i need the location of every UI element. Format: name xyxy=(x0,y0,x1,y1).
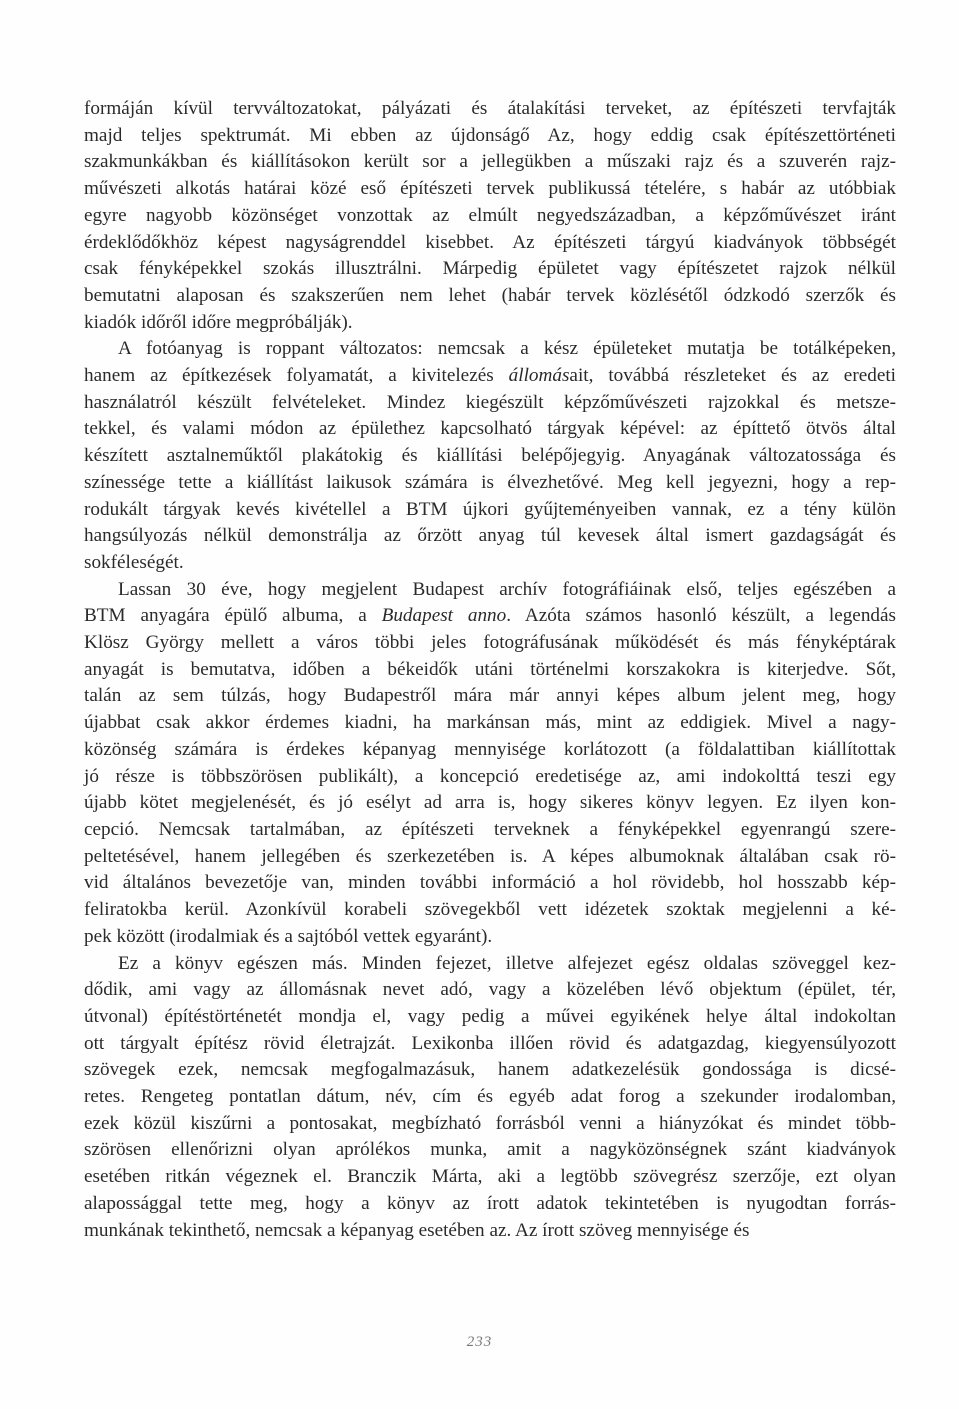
text-line: Ez a könyv egészen más. Minden fejezet, illetve alfejezet egész oldalas szöveggel kez- xyxy=(118,952,896,974)
text-line: szakmunkákban és kiállításokon került sor a jellegükben a műszaki rajz és a szuverén rajz- xyxy=(84,151,896,173)
text-line: rodukált tárgyak kevés kivétellel a BTM újkori gyűjteményeiben vannak, ez a tény külön xyxy=(84,498,896,520)
text-line: ott tárgyalt építész rövid életrajzát. Lexikonba illően rövid és adatgazdag, kiegyensúlyozott xyxy=(84,1032,896,1054)
text-line: szörösen ellenőrizni olyan aprólékos munka, amit a nagyközönségnek szánt kiadványok xyxy=(84,1139,896,1161)
text-line: peltetésével, hanem jellegében és szerkezetében is. A képes albumoknak általában csak rö- xyxy=(84,845,896,867)
text-line: pek között (irodalmiak és a sajtóból vettek egyaránt). xyxy=(84,925,493,947)
text-line: jó része is többszörösen publikált), a koncepció eredetisége az, ami indokolttá teszi egy xyxy=(84,765,896,787)
text-line: ezek közül kiszűrni a pontosakat, megbízható forrásból venni a hiányzókat és mindet több- xyxy=(84,1112,896,1134)
text-line: retes. Rengeteg pontatlan dátum, név, cím és egyéb adat forog a szekunder irodalomban, xyxy=(84,1086,896,1108)
text-line: készített asztalneműktől plakátokig és kiállítási belépőjegyig. Anyagának változatossága és xyxy=(84,445,896,467)
text-line: sokféleségét. xyxy=(84,551,184,573)
text-line: BTM anyagára épülő albuma, a Budapest anno. Azóta számos hasonló készült, a legendás xyxy=(84,605,896,627)
text-line: útvonal) építéstörténetét mondja el, vagy pedig a művei egyikének helye által indokoltan xyxy=(84,1005,896,1027)
text-line: hanem az építkezések folyamatát, a kivitelezés állomásait, továbbá részleteket és az eredeti xyxy=(84,365,897,387)
text-line: színessége tette a kiállítást laikusok számára is élvezhetővé. Meg kell jegyezni, hogy a rep- xyxy=(84,471,896,493)
paragraph xyxy=(84,577,896,951)
text-line: cepció. Nemcsak tartalmában, az építészeti terveknek a fényképekkel egyenrangú szere- xyxy=(84,818,896,840)
text-line: szövegek ezek, nemcsak megfogalmazásuk, hanem adatkezelésük gondossága is dicsé- xyxy=(84,1059,896,1081)
text-line: A fotóanyag is roppant változatos: nemcsak a kész épületeket mutatja be totálképeken, xyxy=(118,338,896,360)
text-line: hangsúlyozás nélkül demonstrálja az őrzött anyag túl kevesek által ismert gazdagságát és xyxy=(84,525,896,547)
text-line: vid általános bevezetője van, minden további információ a hol rövidebb, hol hosszabb kép- xyxy=(84,872,896,894)
text-line: munkának tekinthető, nemcsak a képanyag esetében az. Az írott szöveg mennyisége és xyxy=(84,1219,750,1241)
text-line: formáján kívül tervváltozatokat, pályázati és átalakítási terveket, az építészeti tervfajták xyxy=(84,98,896,119)
text-line: újabb kötet megjelenését, és jó esélyt ad arra is, hogy sikeres könyv legyen. Ez ilyen kon- xyxy=(84,792,896,814)
text-line: majd teljes spektrumát. Mi ebben az újdonságő Az, hogy eddig csak építészettörténeti xyxy=(84,124,896,146)
text-line: dődik, ami vagy az állomásnak nevet adó, vagy a közelében lévő objektum (épület, tér, xyxy=(84,979,896,1001)
text-line: használatról készült felvételeket. Mindez kiegészült képzőművészeti rajzokkal és metsze- xyxy=(84,391,896,413)
text-line: közönség számára is érdekes képanyag mennyisége korlátozott (a földalattiban kiállítottak xyxy=(84,738,896,760)
page-number: 233 xyxy=(466,1334,493,1350)
body-text xyxy=(84,96,896,1244)
text-line: egyre nagyobb közönséget vonzottak az elmúlt negyedszázadban, a képzőművészet iránt xyxy=(84,204,896,226)
text-line: művészeti alkotás határai közé eső építészeti tervek publikussá tételére, s habár az utóbbiak xyxy=(84,178,896,200)
text-line: anyagát is bemutatva, időben a békeidők utáni történelmi korszakokra is kiterjedve. Sőt, xyxy=(84,658,896,680)
text-line: bemutatni alaposan és szakszerűen nem lehet (habár tervek közlésétől ódzkodó szerzők és xyxy=(84,284,896,306)
text-line: kiadók időről időre megpróbálják). xyxy=(84,311,353,333)
text-line: Klösz György mellett a város többi jeles fotográfusának működését és más fényképtárak xyxy=(84,632,896,654)
text-line: csak fényképekkel szokás illusztrálni. Márpedig épületet vagy építészetet rajzok nélkül xyxy=(84,258,896,280)
text-line: érdeklődőkhöz képest nagyságrenddel kisebbet. Az építészeti tárgyú kiadványok többségét xyxy=(84,231,896,253)
paragraph xyxy=(84,951,896,1245)
text-line: alapossággal tette meg, hogy a könyv az írott adatok tekintetében is nyugodtan forrás- xyxy=(84,1192,896,1214)
text-line: újabbat csak akkor érdemes kiadni, ha markánsan más, mint az eddigiek. Mivel a nagy- xyxy=(84,712,896,734)
text-line: tekkel, és valami módon az épülethez kapcsolható tárgyak képével: az építtető ötvös által xyxy=(84,418,896,440)
text-line: feliratokba kerül. Azonkívül korabeli szövegekből vett idézetek szoktak megjelenni a ké- xyxy=(84,899,896,921)
paragraph xyxy=(84,336,896,576)
text-line: Lassan 30 éve, hogy megjelent Budapest archív fotográfiáinak első, teljes egészében a xyxy=(118,578,896,600)
text-line: esetében ritkán végeznek el. Branczik Márta, aki a legtöbb szövegrész szerzője, ezt olyan xyxy=(84,1166,896,1188)
paragraph xyxy=(84,96,896,336)
text-line: talán az sem túlzás, hogy Budapestről mára már annyi képes album jelent meg, hogy xyxy=(84,685,896,707)
